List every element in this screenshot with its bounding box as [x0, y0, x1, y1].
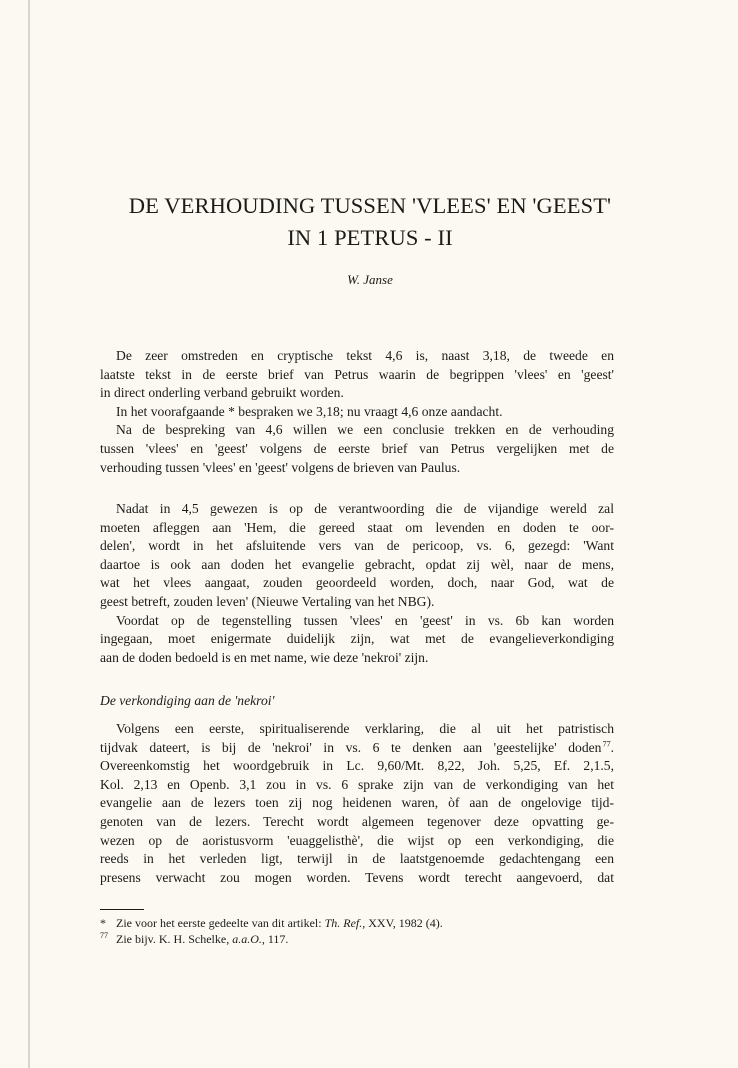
title-line-1: DE VERHOUDING TUSSEN 'VLEES' EN 'GEEST'	[128, 193, 612, 218]
footnote-text: Zie voor het eerste gedeelte van dit artikel:	[116, 916, 325, 930]
section-heading: De verkondiging aan de 'nekroi'	[100, 693, 275, 708]
text-line: In het voorafgaande * bespraken we 3,18; nu vraagt 4,6 onze aandacht.	[116, 403, 503, 419]
text-line: wezen op de aoristusvorm 'euaggelisthè', die wijst op een verkondiging, die	[100, 832, 614, 848]
footnote-ref: 77	[602, 739, 611, 749]
text-line: laatste tekst in de eerste brief van Petrus waarin de begrippen 'vlees' en 'geest'	[100, 366, 614, 382]
text-line: Nadat in 4,5 gewezen is op de verantwoording die de vijandige wereld zal	[116, 501, 614, 516]
footnote-divider	[100, 909, 144, 910]
text-line: daartoe is ook aan doden het evangelie gebracht, opdat zij wèl, naar de mens,	[100, 556, 614, 572]
author-name: W. Janse	[347, 272, 393, 287]
text-line: Overeenkomstig het woordgebruik in Lc. 9,60/Mt. 8,22, Joh. 5,25, Ef. 2,1.5,	[100, 758, 614, 774]
text-line: verhouding tussen 'vlees' en 'geest' volgens de brieven van Paulus.	[100, 459, 461, 475]
footnote-journal: Th. Ref.,	[324, 916, 366, 930]
text-line: ingegaan, moet enigermate duidelijk zijn, wat met de evangelieverkondiging	[100, 631, 614, 647]
text-line: Na de bespreking van 4,6 willen we een conclusie trekken en de verhouding	[116, 422, 614, 438]
title-line-2: IN 1 PETRUS - II	[287, 225, 453, 250]
text-line: in direct onderling verband gebruikt worden.	[100, 385, 344, 401]
page-edge-shadow	[28, 0, 30, 1068]
footnotes	[100, 916, 614, 947]
text-line: Kol. 2,13 en Openb. 3,1 zou in vs. 6 sprake zijn van de verkondiging van het	[100, 776, 614, 792]
footnote-tail: 117.	[264, 931, 289, 946]
text-line: wat het vlees aangaat, zouden geoordeeld worden, doch, naar God, wat de	[100, 575, 614, 591]
text-line: evangelie aan de lezers toen zij nog heidenen waren, òf aan de ongelovige tijd-	[100, 795, 614, 811]
text-line: De zeer omstreden en cryptische tekst 4,6 is, naast 3,18, de tweede en	[116, 348, 614, 363]
footnote-77	[100, 932, 614, 948]
paragraph-block-2	[100, 500, 614, 667]
text-line: genoten van de lezers. Terecht wordt algemeen tegenover deze opvatting ge-	[100, 813, 614, 829]
text-line-content: tijdvak dateert, is bij de 'nekroi' in vs. 6 te denken aan 'geestelijke' doden	[100, 739, 602, 755]
footnote-citation: a.a.O.,	[232, 931, 265, 946]
text-line: tijdvak dateert, is bij de 'nekroi' in vs. 6 te denken aan 'geestelijke' doden $^{77}$.	[100, 739, 614, 755]
footnote-text: Zie bijv. K. H. Schelke,	[116, 931, 233, 946]
text-line: Volgens een eerste, spiritualiserende verklaring, die al uit het patristisch	[116, 721, 614, 736]
footnote-mark: *	[100, 916, 106, 930]
text-line: moeten afleggen aan 'Hem, die gereed staat om levenden en doden te oor-	[100, 519, 614, 535]
footnote-mark: 77	[100, 930, 108, 940]
text-line: presens verwacht zou mogen worden. Tevens wordt terecht aangevoerd, dat	[100, 869, 614, 885]
text-line: aan de doden bedoeld is en met name, wie deze 'nekroi' zijn.	[100, 649, 429, 665]
footnote-tail: XXV, 1982 (4).	[365, 916, 443, 930]
text-line: reeds in het verleden ligt, terwijl in de laatstgenoemde gedachtengang een	[100, 851, 614, 867]
text-line: tussen 'vlees' en 'geest' volgens de eerste brief van Petrus vergelijken met de	[100, 440, 614, 456]
footnote-1	[100, 916, 614, 932]
text-line: Voordat op de tegenstelling tussen 'vlees' en 'geest' in vs. 6b kan worden	[116, 612, 614, 628]
intro-paragraphs	[100, 347, 614, 477]
text-line: geest betreft, zouden leven' (Nieuwe Vertaling van het NBG).	[100, 593, 435, 609]
text-line: delen', wordt in het afsluitende vers van de pericoop, vs. 6, gezegd: 'Want	[100, 538, 614, 554]
article-title	[60, 190, 680, 254]
paragraph-block-3	[100, 720, 614, 887]
